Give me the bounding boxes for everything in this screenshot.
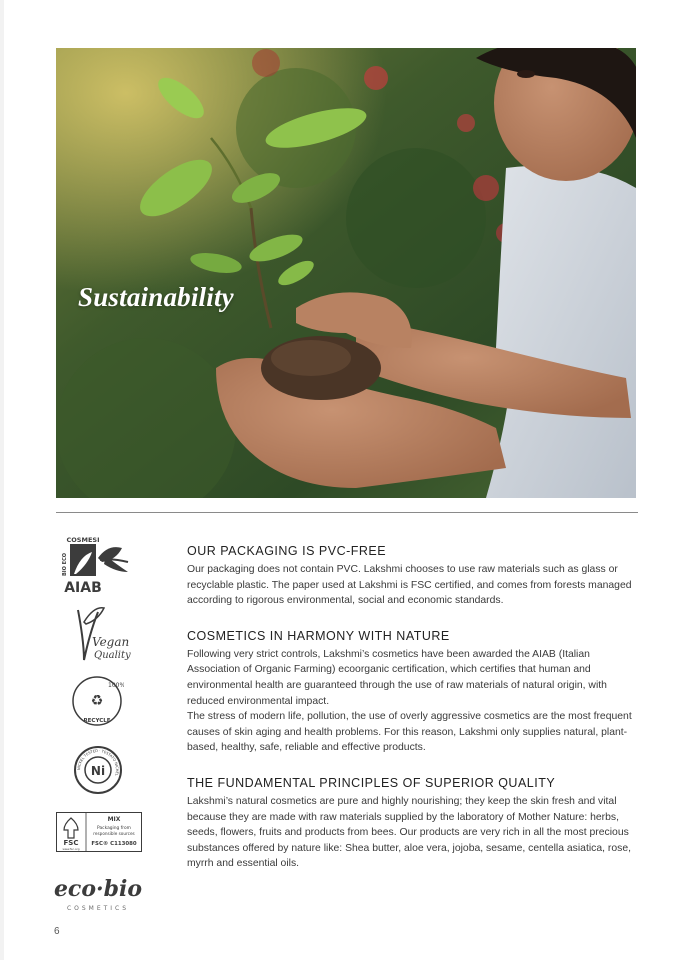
- section-body-2: The stress of modern life, pollution, the use of overly aggressive cosmetics are the most frequent causes of skin aging and health problems. For this reason, Lakshmi only supplies natural, plant-based, healthy, safe, reliable and effective products.: [187, 711, 632, 754]
- fsc-line1: Packaging from: [97, 826, 131, 831]
- fsc-url: www.fsc.org: [62, 847, 80, 851]
- section-harmony: [187, 629, 643, 756]
- quality-text: Quality: [94, 650, 131, 661]
- aiab-side-text: BIO ECO: [62, 553, 68, 576]
- recycle-word: RECYCLE: [83, 718, 111, 724]
- recycle-percent: 100%: [108, 682, 124, 689]
- eco-bio-sub: COSMETICS: [66, 905, 130, 912]
- recycle-logo: [70, 674, 124, 728]
- recycle-symbol-icon: ♻: [90, 693, 104, 709]
- vegan-text: Vegan: [92, 635, 130, 649]
- fsc-code: FSC® C113080: [91, 841, 137, 847]
- text-column: [187, 544, 643, 892]
- hero-photo: [56, 48, 636, 498]
- nickel-symbol: Ni: [90, 764, 106, 778]
- hero-illustration: [56, 48, 636, 498]
- section-body: Lakshmi’s natural cosmetics are pure and highly nourishing; they keep the skin fresh and vital because they are made with raw materials supplied by the laboratory of Mother Nature: herbs, seeds, flowers, fruits and products from bees. Our products are very rich in all the most precious substances offered by nature like: Shea butter, aloe vera, jojoba, sesame, centella asiatica, rose, myrrh and essential oils.: [187, 795, 631, 870]
- aiab-logo: [58, 534, 138, 596]
- aiab-top-text: COSMESI: [66, 536, 100, 544]
- section-heading: THE FUNDAMENTAL PRINCIPLES OF SUPERIOR QUALITY: [187, 775, 556, 790]
- divider-line: [56, 512, 638, 513]
- page-number: 6: [54, 926, 60, 937]
- fsc-mark: FSC: [63, 839, 79, 847]
- nickel-ring-text: NICKEL TESTED · TESTATO NICHEL: [76, 748, 120, 777]
- section-packaging: [187, 544, 643, 609]
- eco-bio-logo: [54, 874, 146, 914]
- section-body: Following very strict controls, Lakshmi’s cosmetics have been awarded the AIAB (Italian Association of Organic Farming) ecoorganic certification, which certifies that human and environmental health are guaranteed through the use of raw materials of natural origin, with reduced environmental impact.: [187, 648, 607, 707]
- section-heading: COSMETICS IN HARMONY WITH NATURE: [187, 628, 450, 643]
- fsc-line2: responsible sources: [93, 831, 135, 836]
- brochure-page: [4, 0, 680, 960]
- section-heading: OUR PACKAGING IS PVC-FREE: [187, 544, 387, 558]
- nickel-tested-logo: [72, 744, 124, 796]
- aiab-bottom-text: AIAB: [64, 580, 102, 596]
- section-body: Our packaging does not contain PVC. Lakshmi chooses to use raw materials such as glass or recyclable plastic. The paper used at Lakshmi is FSC certified, and comes from forests managed according to rigorous environmental, social and economic standards.: [187, 564, 632, 607]
- fsc-mix: MIX: [107, 816, 121, 823]
- hero-title: Sustainability: [78, 282, 234, 312]
- section-quality: [187, 776, 643, 872]
- eco-bio-brand: eco·bio: [54, 876, 143, 902]
- vegan-quality-logo: [70, 602, 132, 664]
- fsc-logo: [56, 812, 142, 852]
